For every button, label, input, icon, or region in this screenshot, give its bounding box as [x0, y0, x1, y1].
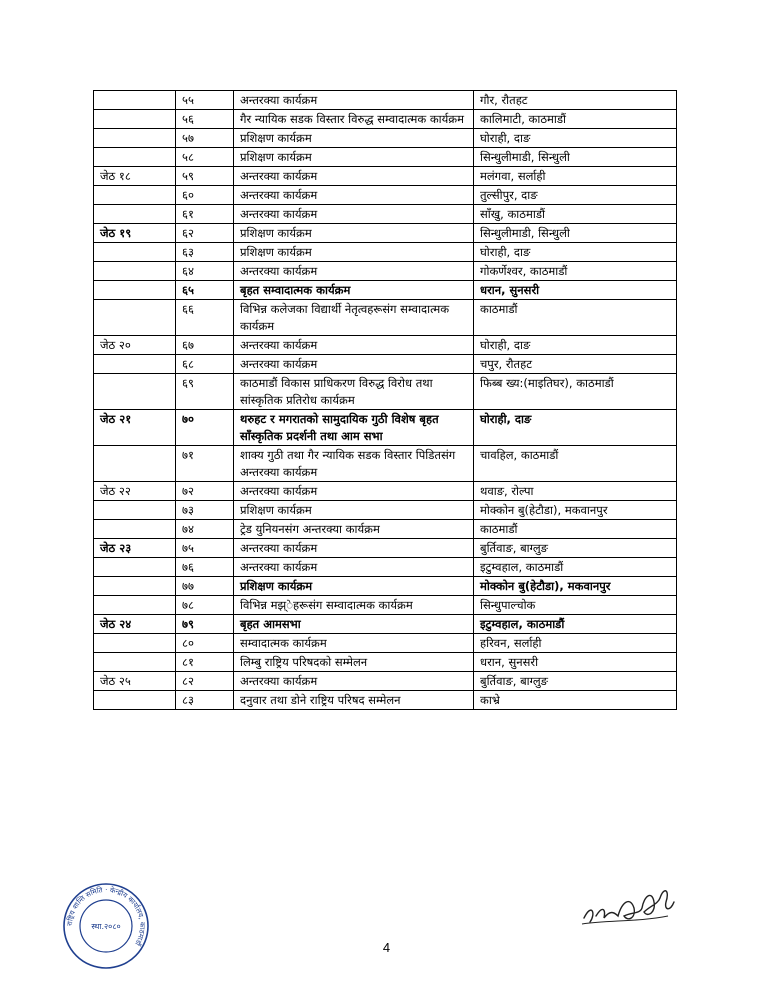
location-cell: सिन्धुलीमाडी, सिन्धुली [474, 224, 677, 243]
date-cell [94, 186, 176, 205]
organization-seal [62, 882, 150, 970]
program-cell: गैर न्यायिक सडक विस्तार विरुद्ध सम्वादात्मक कार्यक्रम [234, 110, 474, 129]
table-row [94, 691, 677, 710]
table-row [94, 634, 677, 653]
program-cell: शाक्य गुठी तथा गैर न्यायिक सडक विस्तार पिडितसंग अन्तरक्या कार्यक्रम [234, 446, 474, 482]
program-cell: प्रशिक्षण कार्यक्रम [234, 243, 474, 262]
location-cell: तुल्सीपुर, दाङ [474, 186, 677, 205]
table-row [94, 558, 677, 577]
date-cell [94, 110, 176, 129]
program-cell: अन्तरक्या कार्यक्रम [234, 91, 474, 110]
date-cell [94, 355, 176, 374]
program-cell: बृहत सम्वादात्मक कार्यक्रम [234, 281, 474, 300]
location-cell: इटुम्वहाल, काठमाडौं [474, 558, 677, 577]
table-row [94, 91, 677, 110]
table-row [94, 262, 677, 281]
program-cell: प्रशिक्षण कार्यक्रम [234, 148, 474, 167]
serial-number-cell: ७६ [176, 558, 234, 577]
location-cell: गोकर्णेश्वर, काठमाडौं [474, 262, 677, 281]
location-cell: गौर, रौतहट [474, 91, 677, 110]
serial-number-cell: ७१ [176, 446, 234, 482]
table-row [94, 374, 677, 410]
location-cell: सिन्धुपाल्चोक [474, 596, 677, 615]
date-cell: जेठ १८ [94, 167, 176, 186]
location-cell: मोक्कोन बु(हेटौडा), मकवानपुर [474, 577, 677, 596]
program-cell: अन्तरक्या कार्यक्रम [234, 672, 474, 691]
location-cell: बुर्तिवाङ, बाग्लुङ [474, 539, 677, 558]
program-cell: अन्तरक्या कार्यक्रम [234, 355, 474, 374]
table-row [94, 410, 677, 446]
serial-number-cell: ७९ [176, 615, 234, 634]
location-cell: काठमाडौं [474, 300, 677, 336]
date-cell: जेठ २२ [94, 482, 176, 501]
serial-number-cell: ५५ [176, 91, 234, 110]
date-cell [94, 501, 176, 520]
serial-number-cell: ६३ [176, 243, 234, 262]
table-row [94, 129, 677, 148]
program-cell: अन्तरक्या कार्यक्रम [234, 482, 474, 501]
location-cell: चावहिल, काठमाडौं [474, 446, 677, 482]
program-cell: अन्तरक्या कार्यक्रम [234, 558, 474, 577]
seal-center-text: स्था.२०८० [91, 922, 121, 931]
date-cell [94, 558, 176, 577]
program-cell: काठमाडौं विकास प्राधिकरण विरुद्ध विरोध तथा सांस्कृतिक प्रतिरोध कार्यक्रम [234, 374, 474, 410]
date-cell [94, 691, 176, 710]
serial-number-cell: ५७ [176, 129, 234, 148]
table-row [94, 596, 677, 615]
date-cell [94, 205, 176, 224]
schedule-table [93, 90, 677, 710]
table-row [94, 243, 677, 262]
location-cell: इटुम्वहाल, काठमाडौं [474, 615, 677, 634]
date-cell [94, 281, 176, 300]
table-row [94, 148, 677, 167]
serial-number-cell: ७५ [176, 539, 234, 558]
location-cell: थवाङ, रोल्पा [474, 482, 677, 501]
table-row [94, 110, 677, 129]
handwritten-signature [578, 872, 678, 932]
program-cell: ट्रेड युनियनसंग अन्तरक्या कार्यक्रम [234, 520, 474, 539]
date-cell [94, 653, 176, 672]
location-cell: हरिवन, सर्लाही [474, 634, 677, 653]
table-row [94, 300, 677, 336]
date-cell [94, 91, 176, 110]
table-row [94, 653, 677, 672]
program-cell: लिम्बु राष्ट्रिय परिषदको सम्मेलन [234, 653, 474, 672]
location-cell: घोराही, दाङ [474, 410, 677, 446]
program-cell: अन्तरक्या कार्यक्रम [234, 167, 474, 186]
location-cell: साँखु, काठमाडौं [474, 205, 677, 224]
table-row [94, 539, 677, 558]
program-cell: अन्तरक्या कार्यक्रम [234, 336, 474, 355]
program-cell: विभिन्न कलेजका विद्यार्थी नेतृत्वहरूसंग सम्वादात्मक कार्यक्रम [234, 300, 474, 336]
date-cell: जेठ २० [94, 336, 176, 355]
program-cell: थरुहट र मगरातको सामुदायिक गुठी विशेष बृहत साँस्कृतिक प्रदर्शनी तथा आम सभा [234, 410, 474, 446]
serial-number-cell: ५६ [176, 110, 234, 129]
date-cell [94, 374, 176, 410]
program-cell: अन्तरक्या कार्यक्रम [234, 539, 474, 558]
location-cell: फिब्ब ख्य:(माइतिघर), काठमाडौं [474, 374, 677, 410]
location-cell: काभ्रे [474, 691, 677, 710]
location-cell: मलंगवा, सर्लाही [474, 167, 677, 186]
serial-number-cell: ६९ [176, 374, 234, 410]
date-cell [94, 596, 176, 615]
serial-number-cell: ७३ [176, 501, 234, 520]
serial-number-cell: ८१ [176, 653, 234, 672]
table-row [94, 672, 677, 691]
serial-number-cell: ५८ [176, 148, 234, 167]
serial-number-cell: ७० [176, 410, 234, 446]
date-cell [94, 243, 176, 262]
table-row [94, 520, 677, 539]
program-cell: अन्तरक्या कार्यक्रम [234, 262, 474, 281]
location-cell: सिन्धुलीमाडी, सिन्धुली [474, 148, 677, 167]
table-row [94, 355, 677, 374]
program-cell: प्रशिक्षण कार्यक्रम [234, 501, 474, 520]
program-cell: अन्तरक्या कार्यक्रम [234, 205, 474, 224]
serial-number-cell: ८० [176, 634, 234, 653]
program-cell: बृहत आमसभा [234, 615, 474, 634]
date-cell [94, 520, 176, 539]
serial-number-cell: ७४ [176, 520, 234, 539]
date-cell [94, 148, 176, 167]
program-cell: प्रशिक्षण कार्यक्रम [234, 577, 474, 596]
date-cell [94, 129, 176, 148]
date-cell [94, 262, 176, 281]
program-cell: प्रशिक्षण कार्यक्रम [234, 224, 474, 243]
serial-number-cell: ८२ [176, 672, 234, 691]
location-cell: धरान, सुनसरी [474, 653, 677, 672]
seal-ring-text: राष्ट्रिय शान्ति समिति · केन्द्रीय कार्यालय, काठमाडौं [65, 885, 147, 947]
location-cell: घोराही, दाङ [474, 336, 677, 355]
table-row [94, 446, 677, 482]
location-cell: बुर्तिवाङ, बाग्लुङ [474, 672, 677, 691]
table-row [94, 186, 677, 205]
table-row [94, 501, 677, 520]
date-cell: जेठ २४ [94, 615, 176, 634]
table-row [94, 281, 677, 300]
location-cell: कालिमाटी, काठमाडौं [474, 110, 677, 129]
date-cell: जेठ २१ [94, 410, 176, 446]
serial-number-cell: ६८ [176, 355, 234, 374]
table-row [94, 615, 677, 634]
serial-number-cell: ७७ [176, 577, 234, 596]
table-row [94, 224, 677, 243]
program-cell: सम्वादात्मक कार्यक्रम [234, 634, 474, 653]
serial-number-cell: ६६ [176, 300, 234, 336]
date-cell: जेठ १९ [94, 224, 176, 243]
location-cell: घोराही, दाङ [474, 243, 677, 262]
page-number: 4 [382, 940, 391, 955]
table-row [94, 167, 677, 186]
location-cell: मोक्कोन बु(हेटौडा), मकवानपुर [474, 501, 677, 520]
table-row [94, 577, 677, 596]
serial-number-cell: ६४ [176, 262, 234, 281]
location-cell: धरान, सुनसरी [474, 281, 677, 300]
serial-number-cell: ६१ [176, 205, 234, 224]
program-cell: विभिन्न मझ्ेहरूसंग सम्वादात्मक कार्यक्रम [234, 596, 474, 615]
location-cell: काठमाडौं [474, 520, 677, 539]
location-cell: घोराही, दाङ [474, 129, 677, 148]
program-cell: दनुवार तथा डोने राष्ट्रिय परिषद सम्मेलन [234, 691, 474, 710]
serial-number-cell: ५९ [176, 167, 234, 186]
program-cell: प्रशिक्षण कार्यक्रम [234, 129, 474, 148]
serial-number-cell: ६० [176, 186, 234, 205]
serial-number-cell: ६५ [176, 281, 234, 300]
program-cell: अन्तरक्या कार्यक्रम [234, 186, 474, 205]
date-cell: जेठ २३ [94, 539, 176, 558]
serial-number-cell: ६२ [176, 224, 234, 243]
date-cell [94, 446, 176, 482]
date-cell [94, 577, 176, 596]
table-row [94, 336, 677, 355]
serial-number-cell: ६७ [176, 336, 234, 355]
table-row [94, 482, 677, 501]
date-cell [94, 634, 176, 653]
date-cell: जेठ २५ [94, 672, 176, 691]
table-row [94, 205, 677, 224]
serial-number-cell: ८३ [176, 691, 234, 710]
schedule-table-body [94, 91, 677, 710]
location-cell: चपुर, रौतहट [474, 355, 677, 374]
date-cell [94, 300, 176, 336]
serial-number-cell: ७२ [176, 482, 234, 501]
serial-number-cell: ७८ [176, 596, 234, 615]
